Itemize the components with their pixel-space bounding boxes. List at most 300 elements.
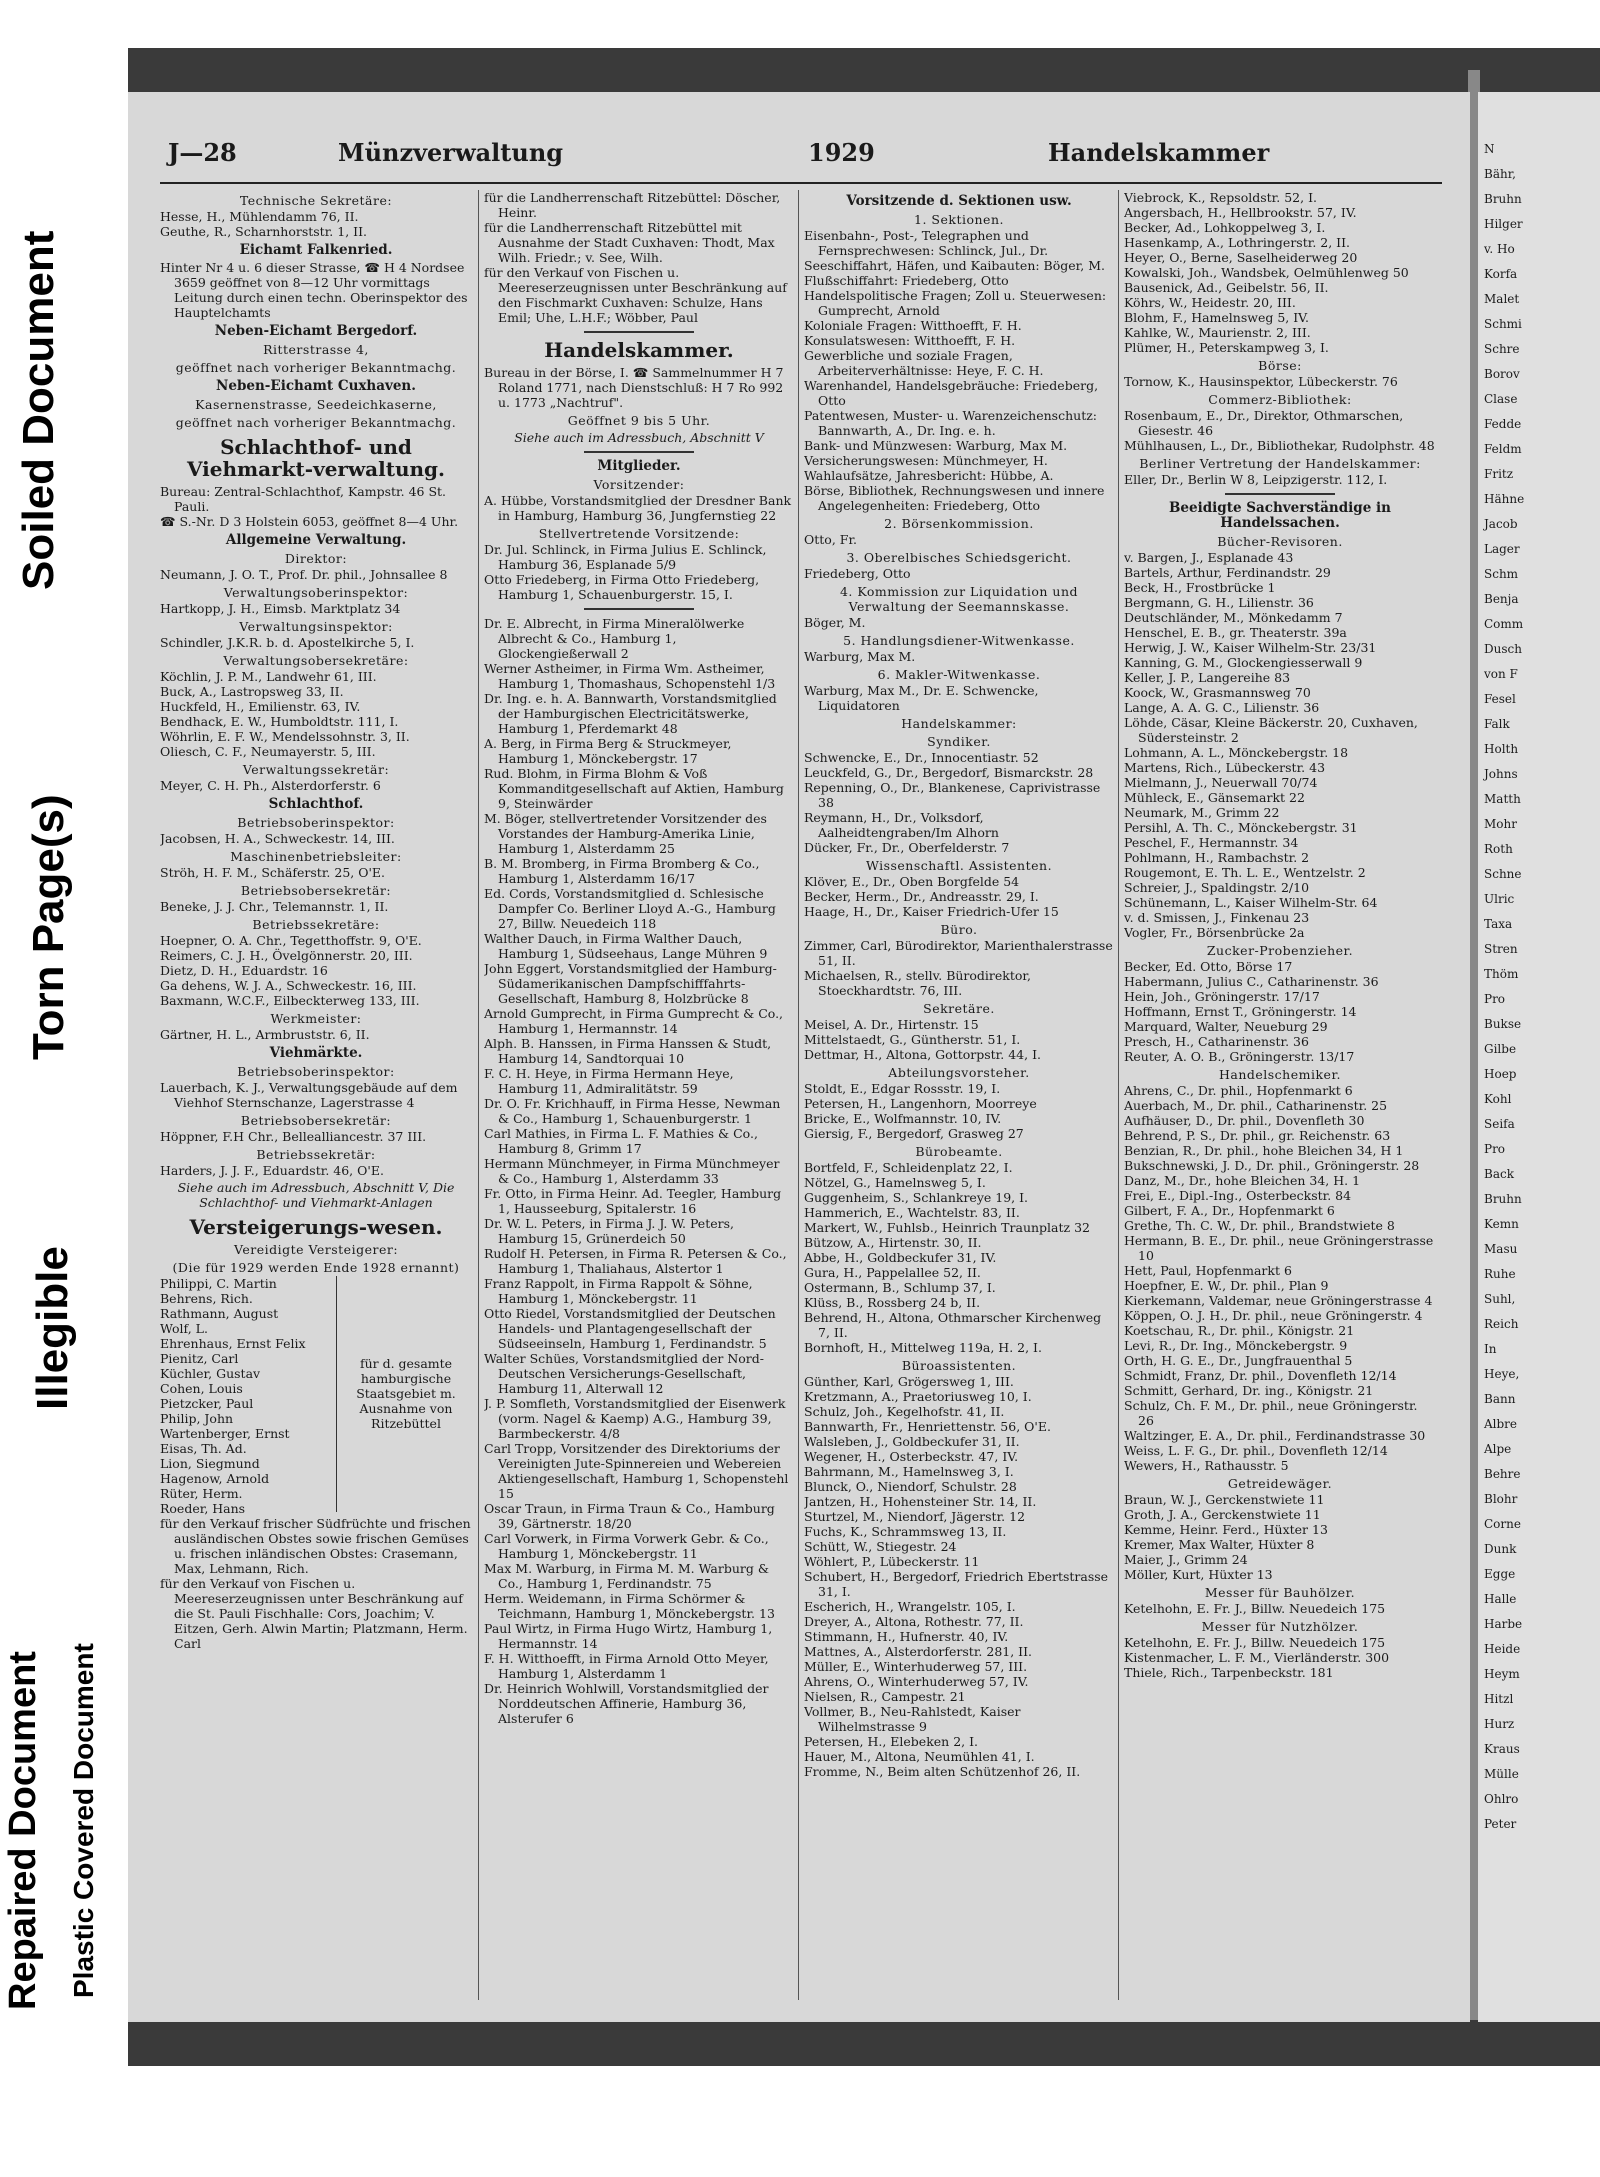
heading: Stellvertretende Vorsitzende: [538,526,740,541]
entry: Benzian, R., Dr. phil., hohe Bleichen 34, H 1 [1124,1143,1404,1158]
entry: Petersen, H., Elebeken 2, I. [804,1734,978,1749]
entry: Ehrenhaus, Ernst Felix [160,1336,306,1351]
entry: Bukschnewski, J. D., Dr. phil., Gröningerstr. 28 [1124,1158,1420,1173]
edge-text-fragment: Masu [1484,1242,1518,1256]
edge-text-fragment: Dusch [1484,642,1522,656]
entry: Patentwesen, Muster- u. Warenzeichenschutz: Bannwarth, A., Dr. Ing. e. h. [804,408,1098,438]
heading: 3. Oberelbisches Schiedsgericht. [846,550,1072,565]
entry: Otto, Fr. [804,532,858,547]
entry: Behrens, Rich. [160,1291,253,1306]
edge-text-fragment: Heym [1484,1667,1520,1681]
entry: Viebrock, K., Repsoldstr. 52, I. [1124,190,1317,205]
entry: A. Berg, in Firma Berg & Struckmeyer, Hamburg 1, Mönckebergstr. 17 [484,736,732,766]
header-rule [160,182,1442,184]
entry: Auerbach, M., Dr. phil., Catharinenstr. 25 [1124,1098,1388,1113]
column-4 [1124,190,1436,2000]
entry: Abbe, H., Goldbeckufer 31, IV. [804,1250,997,1265]
auctioneer-list [160,1276,472,1516]
entry: Wahlaufsätze, Jahresbericht: Hübbe, A. [804,468,1054,483]
entry: Rosenbaum, E., Dr., Direktor, Othmarschen, Giesestr. 46 [1124,408,1404,438]
entry: J. P. Somfleth, Vorstandsmitglied der Eisenwerk (vorm. Nagel & Kaemp) A.G., Hamburg 39, Barmbeckerstr. 4/8 [484,1396,786,1441]
entry: Herwig, J. W., Kaiser Wilhelm-Str. 23/31 [1124,640,1377,655]
edge-text-fragment: Back [1484,1167,1514,1181]
entry: Kremer, Max Walter, Hüxter 8 [1124,1537,1315,1552]
entry: Bureau in der Börse, I. ☎ Sammelnummer H 7 Roland 1771, nach Dienstschluß: H 7 Ro 992 u. 1773 „Nachtruf". [484,365,784,410]
heading: Börse: [1258,358,1302,373]
entry: Grethe, Th. C. W., Dr. phil., Brandstwiete 8 [1124,1218,1395,1233]
heading: Betriebsobersekretär: [240,1113,392,1128]
entry: Lange, A. A. G. C., Lilienstr. 36 [1124,700,1320,715]
entry: für den Verkauf von Fischen u. Meereserzeugnissen unter Beschränkung auf die St. Pauli Fischhalle: Cors, Joachim; V. Eitzen, Gerh. Alwin Martin; Platzmann, Herm. Carl [160,1576,468,1651]
entry: Kasernenstrasse, Seedeichkaserne, [195,397,437,412]
edge-text-fragment: Kraus [1484,1742,1520,1756]
entry: Klöver, E., Dr., Oben Borgfelde 54 [804,874,1020,889]
reference-note: Siehe auch im Adressbuch, Abschnitt V, Die Schlachthof- und Viehmarkt-Anlagen [177,1180,455,1210]
entry: Bureau: Zentral-Schlachthof, Kampstr. 46 St. Pauli. [160,484,447,514]
edge-text-fragment: Fesel [1484,692,1516,706]
entry: geöffnet nach vorheriger Bekanntmachg. [175,360,457,375]
entry: Escherich, H., Wrangelstr. 105, I. [804,1599,1016,1614]
edge-text-fragment: Schne [1484,867,1522,881]
entry: Becker, Herm., Dr., Andreasstr. 29, I. [804,889,1039,904]
edge-text-fragment: Hurz [1484,1717,1515,1731]
entry: für die Landherrenschaft Ritzebüttel: Döscher, Heinr. [484,190,781,220]
entry: Gewerbliche und soziale Fragen, Arbeiterverhältnisse: Heye, F. C. H. [804,348,1044,378]
entry: Herm. Weidemann, in Firma Schörmer & Teichmann, Hamburg 1, Mönckebergstr. 13 [484,1591,775,1621]
edge-text-fragment: Albre [1484,1417,1518,1431]
entry: Hermann, B. E., Dr. phil., neue Gröningerstrasse 10 [1124,1233,1434,1263]
entry: John Eggert, Vorstandsmitglied der Hamburg-Südamerikanischen Dampfschifffahrts-Gesellschaft, Hamburg 8, Holzbrücke 8 [484,961,777,1006]
entry: Vogler, Fr., Börsenbrücke 2a [1124,925,1305,940]
heading: Neben-Eichamt Bergedorf. [214,323,418,339]
entry: Gilbert, F. A., Dr., Hopfenmarkt 6 [1124,1203,1335,1218]
separator [1225,493,1335,495]
edge-text-fragment: Falk [1484,717,1510,731]
heading: Neben-Eichamt Cuxhaven. [216,378,416,394]
entry: Seeschiffahrt, Häfen, und Kaibauten: Böger, M. [804,258,1105,273]
entry: Bank- und Münzwesen: Warburg, Max M. [804,438,1068,453]
entry: Habermann, Julius C., Catharinenstr. 36 [1124,974,1379,989]
entry: Flußschiffahrt: Friedeberg, Otto [804,273,1009,288]
entry: Ströh, H. F. M., Schäferstr. 25, O'E. [160,865,386,880]
heading: Handelskammer: [901,716,1017,731]
entry: Schünemann, L., Kaiser Wilhelm-Str. 64 [1124,895,1378,910]
entry: Günther, Karl, Grögersweg 1, III. [804,1374,1014,1389]
entry: Pohlmann, H., Rambachstr. 2 [1124,850,1310,865]
edge-text-fragment: Lager [1484,542,1520,556]
entry: Schulz, Ch. F. M., Dr. phil., neue Gröningerstr. 26 [1124,1398,1418,1428]
heading: 6. Makler-Witwenkasse. [877,667,1041,682]
entry: Warburg, Max M., Dr. E. Schwencke, Liquidatoren [804,683,1039,713]
edge-text-fragment: Holth [1484,742,1519,756]
edge-text-fragment: Hoep [1484,1067,1517,1081]
edge-text-fragment: Schmi [1484,317,1522,331]
entry: F. H. Witthoefft, in Firma Arnold Otto Meyer, Hamburg 1, Alsterdamm 1 [484,1651,769,1681]
heading: Allgemeine Verwaltung. [225,532,407,548]
entry: Mühlhausen, L., Dr., Bibliothekar, Rudolphstr. 48 [1124,438,1435,453]
heading: 4. Kommission zur Liquidation und Verwaltung der Seemannskasse. [839,584,1079,614]
edge-text-fragment: Kohl [1484,1092,1512,1106]
entry: Dr. O. Fr. Krichhauff, in Firma Hesse, Newman & Co., Hamburg 1, Schauenburgerstr. 1 [484,1096,781,1126]
entry: Frei, E., Dipl.-Ing., Osterbeckstr. 84 [1124,1188,1352,1203]
edge-text-fragment: Thöm [1484,967,1519,981]
entry: Presch, H., Catharinenstr. 36 [1124,1034,1309,1049]
entry: v. d. Smissen, J., Finkenau 23 [1124,910,1310,925]
entry: F. C. H. Heye, in Firma Hermann Heye, Hamburg 11, Admiralitätstr. 59 [484,1066,734,1096]
entry: Börse, Bibliothek, Rechnungswesen und innere Angelegenheiten: Friedeberg, Otto [804,483,1105,513]
edge-text-fragment: Feldm [1484,442,1522,456]
entry: Dreyer, A., Altona, Rothestr. 77, II. [804,1614,1024,1629]
heading: 1. Sektionen. [914,212,1004,227]
heading: Syndiker. [927,734,991,749]
entry: Petersen, H., Langenhorn, Moorreye [804,1096,1037,1111]
entry: Philip, John [160,1411,234,1426]
entry: Neumark, M., Grimm 22 [1124,805,1280,820]
entry: Vollmer, B., Neu-Rahlstedt, Kaiser Wilhelmstrasse 9 [804,1704,1021,1734]
entry: Wolf, L. [160,1321,208,1336]
entry: Reymann, H., Dr., Volksdorf, Aalheidtengraben/Im Alhorn [804,810,999,840]
entry: Thiele, Rich., Tarpenbeckstr. 181 [1124,1665,1334,1680]
entry: Keller, J. P., Langereihe 83 [1124,670,1291,685]
heading: Messer für Bauhölzer. [1204,1585,1356,1600]
entry: Orth, H. G. E., Dr., Jungfrauenthal 5 [1124,1353,1353,1368]
edge-text-fragment: Bruhn [1484,1192,1522,1206]
entry: Hammerich, E., Wachtelstr. 83, II. [804,1205,1020,1220]
entry: Rüter, Herm. [160,1486,243,1501]
edge-text-fragment: Taxa [1484,917,1513,931]
label-plastic-covered-document: Plastic Covered Document [68,1643,99,1998]
edge-text-fragment: Schm [1484,567,1519,581]
entry: Gärtner, H. L., Armbruststr. 6, II. [160,1027,370,1042]
entry: Beneke, J. J. Chr., Telemannstr. 1, II. [160,899,389,914]
entry: Blohm, F., Hamelnsweg 5, IV. [1124,310,1309,325]
entry: Kemme, Heinr. Ferd., Hüxter 13 [1124,1522,1328,1537]
entry: Paul Wirtz, in Firma Hugo Wirtz, Hamburg 1, Hermannstr. 14 [484,1621,773,1651]
edge-text-fragment: Heide [1484,1642,1521,1656]
edge-text-fragment: Kemn [1484,1217,1519,1231]
entry: Peschel, F., Hermannstr. 34 [1124,835,1299,850]
entry: Hein, Joh., Gröningerstr. 17/17 [1124,989,1320,1004]
heading: Vorsitzender: [593,477,685,492]
entry: für den Verkauf von Fischen u. Meereserzeugnissen unter Beschränkung auf den Fischmarkt Cuxhaven: Schulze, Hans Emil; Uhe, L.H.F.; Wöbber, Paul [484,265,787,325]
entry: Köppen, O. J. H., Dr. phil., neue Gröningerstr. 4 [1124,1308,1423,1323]
entry: Lauerbach, K. J., Verwaltungsgebäude auf dem Viehhof Sternschanze, Lagerstrasse 4 [160,1080,458,1110]
entry: Schulz, Joh., Kegelhofstr. 41, II. [804,1404,1005,1419]
entry: Arnold Gumprecht, in Firma Gumprecht & Co., Hamburg 1, Hermannstr. 14 [484,1006,784,1036]
entry: Mittelstaedt, G., Güntherstr. 51, I. [804,1032,1021,1047]
entry: Markert, W., Fuhlsb., Heinrich Traunplatz 32 [804,1220,1090,1235]
entry: Lohmann, A. L., Mönckebergstr. 18 [1124,745,1349,760]
entry: Rathmann, August [160,1306,279,1321]
entry: Oscar Traun, in Firma Traun & Co., Hamburg 39, Gärtnerstr. 18/20 [484,1501,775,1531]
entry: Ritterstrasse 4, [263,342,369,357]
entry: Dr. W. L. Peters, in Firma J. J. W. Peters, Hamburg 15, Grünerdeich 50 [484,1216,734,1246]
entry: Löhde, Cäsar, Kleine Bäckerstr. 20, Cuxhaven, Südersteinstr. 2 [1124,715,1418,745]
edge-text-fragment: Bähr, [1484,167,1516,181]
entry: Pietzcker, Paul [160,1396,254,1411]
entry: Becker, Ad., Lohkoppelweg 3, I. [1124,220,1326,235]
entry: Neumann, J. O. T., Prof. Dr. phil., Johnsallee 8 [160,567,448,582]
entry: Kowalski, Joh., Wandsbek, Oelmühlenweg 50 [1124,265,1409,280]
edge-text-fragment: Bann [1484,1392,1516,1406]
heading: Direktor: [284,551,348,566]
edge-text-fragment: Malet [1484,292,1520,306]
entry: Dr. E. Albrecht, in Firma Mineralölwerke Albrecht & Co., Hamburg 1, Glockengießerwall 2 [484,616,745,661]
edge-text-fragment: Ulric [1484,892,1515,906]
entry: Nötzel, G., Hamelnsweg 5, I. [804,1175,986,1190]
edge-text-fragment: Bruhn [1484,192,1522,206]
section-title: Münzverwaltung [338,138,564,167]
edge-text-fragment: Blohr [1484,1492,1518,1506]
edge-text-fragment: Seifa [1484,1117,1515,1131]
condition-labels [0,0,128,2177]
heading: Betriebssekretäre: [252,917,380,932]
entry: Tornow, K., Hausinspektor, Lübeckerstr. 76 [1124,374,1398,389]
entry: Buck, A., Lastropsweg 33, II. [160,684,344,699]
heading: 2. Börsenkommission. [884,516,1034,531]
entry: Giersig, F., Bergedorf, Grasweg 27 [804,1126,1024,1141]
entry: Warburg, Max M. [804,649,916,664]
edge-text-fragment: Gilbe [1484,1042,1517,1056]
entry: Aufhäuser, D., Dr. phil., Dovenfleth 30 [1124,1113,1365,1128]
text-columns [160,190,1440,2000]
heading: Verwaltungsobersekretäre: [223,653,409,668]
entry: Hoepner, O. A. Chr., Tegetthoffstr. 9, O'E. [160,933,422,948]
entry: Michaelsen, R., stellv. Bürodirektor, Stoeckhardtstr. 76, III. [804,968,1032,998]
separator [584,608,694,610]
entry: Blunck, O., Niendorf, Schulstr. 28 [804,1479,1017,1494]
entry: Mattnes, A., Alsterdorferstr. 281, II. [804,1644,1033,1659]
entry: Dr. Heinrich Wohlwill, Vorstandsmitglied der Norddeutschen Affinerie, Hamburg 36, Alsterufer 6 [484,1681,769,1726]
entry: Ketelhohn, E. Fr. J., Billw. Neuedeich 175 [1124,1635,1386,1650]
entry: Wöhlert, P., Lübeckerstr. 11 [804,1554,980,1569]
heading: Verwaltungssekretär: [242,762,390,777]
edge-text-fragment: Mülle [1484,1767,1519,1781]
entry: Kierkemann, Valdemar, neue Gröningerstrasse 4 [1124,1293,1433,1308]
entry: Klüss, B., Rossberg 24 b, II. [804,1295,981,1310]
entry: Ed. Cords, Vorstandsmitglied d. Schlesische Dampfer Co. Berliner Lloyd A.-G., Hamburg 27, Billw. Neuedeich 118 [484,886,776,931]
entry: Heyer, O., Berne, Saselheiderweg 20 [1124,250,1358,265]
entry: B. M. Bromberg, in Firma Bromberg & Co., Hamburg 1, Alsterdamm 16/17 [484,856,760,886]
entry: Bützow, A., Hirtenstr. 30, II. [804,1235,982,1250]
entry: Bergmann, G. H., Lilienstr. 36 [1124,595,1314,610]
entry: Sturtzel, M., Niendorf, Jägerstr. 12 [804,1509,1026,1524]
entry: Rud. Blohm, in Firma Blohm & Voß Kommanditgesellschaft auf Aktien, Hamburg 9, Steinwärder [484,766,784,811]
entry: Eisas, Th. Ad. [160,1441,247,1456]
heading: Betriebsoberinspektor: [237,815,395,830]
entry: Fromme, N., Beim alten Schützenhof 26, II. [804,1764,1081,1779]
entry: Kahlke, W., Maurienstr. 2, III. [1124,325,1311,340]
label-torn-pages: Torn Page(s) [24,794,73,1060]
entry: Walsleben, J., Goldbeckufer 31, II. [804,1434,1020,1449]
entry: Höppner, F.H Chr., Bellealliancestr. 37 III. [160,1129,427,1144]
entry: Koloniale Fragen: Witthoefft, F. H. [804,318,1022,333]
entry: Handelspolitische Fragen; Zoll u. Steuerwesen: Gumprecht, Arnold [804,288,1107,318]
heading: Wissenschaftl. Assistenten. [865,858,1053,873]
edge-text-fragment: Stren [1484,942,1518,956]
entry: Maier, J., Grimm 24 [1124,1552,1248,1567]
heading: Vereidigte Versteigerer: [233,1242,399,1257]
entry: Bausenick, Ad., Geibelstr. 56, II. [1124,280,1329,295]
entry: Walther Dauch, in Firma Walther Dauch, Hamburg 1, Südseehaus, Lange Mühren 9 [484,931,768,961]
edge-text-fragment: Halle [1484,1592,1517,1606]
entry: Jantzen, H., Hohensteiner Str. 14, II. [804,1494,1037,1509]
entry: Schwencke, E., Dr., Innocentiastr. 52 [804,750,1039,765]
entry: Hagenow, Arnold [160,1471,270,1486]
entry: Dietz, D. H., Eduardstr. 16 [160,963,328,978]
edge-text-fragment: Matth [1484,792,1521,806]
note: (Die für 1929 werden Ende 1928 ernannt) [172,1260,460,1275]
edge-text-fragment: Clase [1484,392,1518,406]
entry: Wöhrlin, E. F. W., Mendelssohnstr. 3, II. [160,729,410,744]
entry: Nielsen, R., Campestr. 21 [804,1689,966,1704]
entry: Kistenmacher, L. F. M., Vierländerstr. 300 [1124,1650,1390,1665]
entry: Danz, M., Dr., hohe Bleichen 34, H. 1 [1124,1173,1361,1188]
entry: Behrend, H., Altona, Othmarscher Kirchenweg 7, II. [804,1310,1102,1340]
edge-text-fragment: Hitzl [1484,1692,1514,1706]
entry: Angersbach, H., Hellbrookstr. 57, IV. [1124,205,1357,220]
entry: Leuckfeld, G., Dr., Bergedorf, Bismarckstr. 28 [804,765,1094,780]
entry: Pienitz, Carl [160,1351,239,1366]
entry: Bornhoft, H., Mittelweg 119a, H. 2, I. [804,1340,1042,1355]
entry: Hermann Münchmeyer, in Firma Münchmeyer & Co., Hamburg 1, Alsterdamm 33 [484,1156,780,1186]
edge-text-fragment: Johns [1484,767,1518,781]
heading: Vorsitzende d. Sektionen usw. [846,193,1072,209]
entry: Baxmann, W.C.F., Eilbeckterweg 133, III. [160,993,420,1008]
entry: Mielmann, J., Neuerwall 70/74 [1124,775,1318,790]
entry: Hesse, H., Mühlendamm 76, II. [160,209,359,224]
heading: Zucker-Probenzieher. [1206,943,1354,958]
entry: Repenning, O., Dr., Blankenese, Caprivistrasse 38 [804,780,1101,810]
entry: Wartenberger, Ernst [160,1426,290,1441]
heading: Büro. [940,922,978,937]
entry: Eisenbahn-, Post-, Telegraphen und Fernsprechwesen: Schlinck, Jul., Dr. [804,228,1049,258]
entry: Wegener, H., Osterbeckstr. 47, IV. [804,1449,1019,1464]
entry: Gura, H., Pappelallee 52, II. [804,1265,981,1280]
entry: Hinter Nr 4 u. 6 dieser Strasse, ☎ H 4 Nordsee 3659 geöffnet von 8—12 Uhr vormittags Leitung durch einen techn. Oberinspektor des Hauptelchamts [160,260,468,320]
label-repaired-document: Repaired Document [2,1651,44,2010]
entry: Bahrmann, M., Hamelnsweg 3, I. [804,1464,1014,1479]
edge-text-fragment: Fedde [1484,417,1522,431]
entry: Köchlin, J. P. M., Landwehr 61, III. [160,669,377,684]
edge-text-fragment: Borov [1484,367,1520,381]
entry: Walter Schües, Vorstandsmitglied der Nord-Deutschen Versicherungs-Gesellschaft, Hamburg 11, Alterwall 12 [484,1351,764,1396]
entry: Dücker, Fr., Dr., Oberfelderstr. 7 [804,840,1010,855]
entry: Geuthe, R., Scharnhorststr. 1, II. [160,224,368,239]
edge-text-fragment: Alpe [1484,1442,1512,1456]
entry: Persihl, A. Th. C., Mönckebergstr. 31 [1124,820,1358,835]
heading: Viehmärkte. [269,1045,363,1061]
column-3 [804,190,1114,2000]
separator [584,451,694,453]
entry: Bortfeld, F., Schleidenplatz 22, I. [804,1160,1013,1175]
section-title: Handelskammer. [544,338,734,362]
entry: Stoldt, E., Edgar Rossstr. 19, I. [804,1081,1001,1096]
adjacent-page-edge [1478,92,1600,2022]
heading: Berliner Vertretung der Handelskammer: [1139,456,1421,471]
edge-text-fragment: Schre [1484,342,1520,356]
edge-text-fragment: Corne [1484,1517,1521,1531]
edge-text-fragment: v. Ho [1484,242,1515,256]
column-1 [160,190,472,2000]
entry: Dr. Jul. Schlinck, in Firma Julius E. Schlinck, Hamburg 36, Esplanade 5/9 [484,542,767,572]
edge-text-fragment: Hähne [1484,492,1525,506]
heading: Betriebsoberinspektor: [237,1064,395,1079]
edge-text-fragment: Roth [1484,842,1513,856]
entry: Cohen, Louis [160,1381,243,1396]
entry: Böger, M. [804,615,866,630]
page-number: J—28 [168,138,237,167]
entry: Carl Mathies, in Firma L. F. Mathies & Co., Hamburg 8, Grimm 17 [484,1126,758,1156]
heading: Verwaltungsinspektor: [239,619,393,634]
heading: Sekretäre. [923,1001,995,1016]
brace-note: für d. gesamte hamburgische Staatsgebiet m. Ausnahme von Ritzebüttel [356,1356,456,1431]
entry: Philippi, C. Martin [160,1276,277,1291]
entry: Deutschländer, M., Mönkedamm 7 [1124,610,1343,625]
entry: Eller, Dr., Berlin W 8, Leipzigerstr. 112, I. [1124,472,1388,487]
entry: Koock, W., Grasmannsweg 70 [1124,685,1311,700]
entry: Jacobsen, H. A., Schweckestr. 14, III. [160,831,395,846]
entry: Kanning, G. M., Glockengiesserwall 9 [1124,655,1363,670]
edge-text-fragment: Reich [1484,1317,1519,1331]
entry: Hoffmann, Ernst T., Gröningerstr. 14 [1124,1004,1357,1019]
entry: Kretzmann, A., Praetoriusweg 10, I. [804,1389,1032,1404]
brace [336,1276,337,1512]
edge-text-fragment: Comm [1484,617,1524,631]
edge-text-fragment: Korfa [1484,267,1518,281]
entry: Ketelhohn, E. Fr. J., Billw. Neuedeich 175 [1124,1601,1386,1616]
column-divider [798,190,799,2000]
entry: Ga dehens, W. J. A., Schweckestr. 16, III. [160,978,417,993]
heading: Technische Sekretäre: [239,193,393,208]
heading: Werkmeister: [270,1011,362,1026]
entry: Levi, R., Dr. Ing., Mönckebergstr. 9 [1124,1338,1348,1353]
entry: Marquard, Walter, Neueburg 29 [1124,1019,1328,1034]
page-header [168,138,1430,178]
heading: Maschinenbetriebsleiter: [230,849,402,864]
entry: Dettmar, H., Altona, Gottorpstr. 44, I. [804,1047,1041,1062]
entry: Köhrs, W., Heidestr. 20, III. [1124,295,1296,310]
entry: Hoepfner, E. W., Dr. phil., Plan 9 [1124,1278,1329,1293]
entry: Ostermann, B., Schlump 37, I. [804,1280,996,1295]
heading: Büroassistenten. [901,1358,1017,1373]
entry: Schubert, H., Bergedorf, Friedrich Ebertstrasse 31, I. [804,1569,1109,1599]
edge-text-fragment: N [1484,142,1495,156]
entry: Guggenheim, S., Schlankreye 19, I. [804,1190,1029,1205]
heading: Beeidigte Sachverständige in Handelssachen. [1169,500,1391,531]
entry: A. Hübbe, Vorstandsmitglied der Dresdner Bank in Hamburg, Hamburg 36, Jungfernstieg 22 [484,493,792,523]
column-2 [484,190,794,2000]
entry: Carl Tropp, Vorsitzender des Direktoriums der Vereinigten Jute-Spinnereien und Webereien Aktiengesellschaft, Hamburg 1, Schopenstehl 15 [484,1441,789,1501]
entry: Möller, Kurt, Hüxter 13 [1124,1567,1273,1582]
entry: Dr. Ing. e. h. A. Bannwarth, Vorstandsmitglied der Hamburgischen Electricitätswerke, Hamburg 1, Pferdemarkt 48 [484,691,777,736]
entry: Meisel, A. Dr., Hirtenstr. 15 [804,1017,979,1032]
entry: Schmidt, Franz, Dr. phil., Dovenfleth 12/14 [1124,1368,1397,1383]
edge-text-fragment: Ruhe [1484,1267,1516,1281]
edge-text-fragment: Pro [1484,992,1506,1006]
entry: Küchler, Gustav [160,1366,261,1381]
entry: Lion, Siegmund [160,1456,260,1471]
entry: Otto Riedel, Vorstandsmitglied der Deutschen Handels- und Plantagengesellschaft der Südseeinseln, Hamburg 1, Ferdinandstr. 5 [484,1306,776,1351]
entry: Zimmer, Carl, Bürodirektor, Marienthalerstrasse 51, II. [804,938,1113,968]
edge-text-fragment: Benja [1484,592,1519,606]
edge-text-fragment: Fritz [1484,467,1514,481]
label-illegible: Illegible [28,1246,77,1410]
entry: Max M. Warburg, in Firma M. M. Warburg & Co., Hamburg 1, Ferdinandstr. 75 [484,1561,769,1591]
entry: Oliesch, C. F., Neumayerstr. 5, III. [160,744,376,759]
heading: Getreidewäger. [1227,1476,1333,1491]
entry: Reuter, A. O. B., Gröningerstr. 13/17 [1124,1049,1355,1064]
